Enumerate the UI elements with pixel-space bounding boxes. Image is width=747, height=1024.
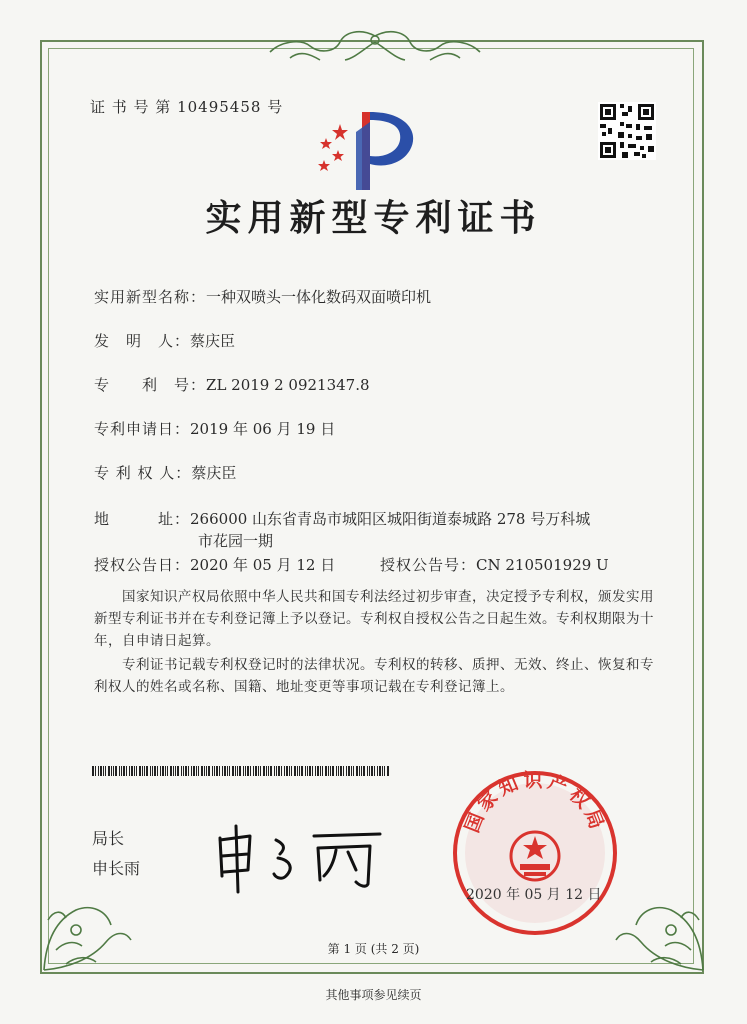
barcode-bar [243, 766, 244, 776]
barcode-bar [343, 766, 344, 776]
barcode-bar [294, 766, 296, 776]
barcode-bar [157, 766, 158, 776]
barcode-bar [307, 766, 308, 776]
patent-number-value: ZL 2019 2 0921347.8 [206, 376, 370, 394]
patentee-value: 蔡庆臣 [191, 464, 237, 482]
barcode-bar [175, 766, 176, 776]
director-title: 局长 [92, 829, 125, 848]
barcode-bar [188, 766, 189, 776]
barcode-bar [266, 766, 267, 776]
barcode-bar [359, 766, 360, 776]
top-ornament [250, 28, 500, 68]
barcode-bar [146, 766, 148, 776]
barcode-bar [328, 766, 329, 776]
barcode-bar [152, 766, 153, 776]
barcode-bar [92, 766, 94, 776]
certificate-number-suffix: 号 [267, 98, 284, 116]
director-signature-icon [210, 818, 390, 898]
barcode-bar [165, 766, 166, 776]
barcode-bar [108, 766, 110, 776]
barcode-bar [361, 766, 362, 776]
address-line2: 市花园一期 [198, 532, 274, 550]
seal-text: 国家知识产权局 [461, 769, 609, 836]
barcode-bar [284, 766, 285, 776]
barcode-bar [216, 766, 218, 776]
grant-number-label: 授权公告号： [380, 556, 477, 574]
barcode-bar [119, 766, 120, 776]
barcode-bar [367, 766, 368, 776]
barcode-bar [113, 766, 114, 776]
certificate-number [90, 96, 283, 117]
barcode-bar [247, 766, 249, 776]
barcode-bar [224, 766, 226, 776]
barcode-bar [320, 766, 321, 776]
barcode-bar [346, 766, 347, 776]
barcode-bar [276, 766, 277, 776]
barcode-bar [260, 766, 261, 776]
barcode-bar [170, 766, 172, 776]
inventor-label: 发 明 人： [94, 332, 191, 350]
barcode-bar [232, 766, 234, 776]
barcode-bar [317, 766, 319, 776]
barcode-bar [301, 766, 303, 776]
barcode-bar [325, 766, 327, 776]
qr-code-icon [598, 102, 656, 160]
barcode-bar [338, 766, 339, 776]
field-patentee [94, 462, 236, 483]
barcode-bar [134, 766, 135, 776]
barcode-bar [255, 766, 257, 776]
barcode-bar [160, 766, 161, 776]
inventor-value: 蔡庆臣 [190, 332, 236, 350]
barcode-bar [363, 766, 365, 776]
barcode-bar [348, 766, 350, 776]
barcode-bar [239, 766, 241, 776]
barcode-bar [227, 766, 228, 776]
barcode-bar [377, 766, 378, 776]
page-number: 第 1 页 (共 2 页) [327, 942, 420, 956]
certificate-number-value: 10495458 [177, 98, 262, 116]
barcode-bar [330, 766, 331, 776]
barcode-bar [103, 766, 104, 776]
barcode-bar [162, 766, 164, 776]
official-seal-icon [450, 768, 620, 938]
barcode-bar [105, 766, 106, 776]
paragraph1-line1: 国家知识产权局依照中华人民共和国专利法经过初步审查，决定授予专利权，颁发实用 [122, 589, 654, 605]
barcode-bar [196, 766, 197, 776]
barcode-bar [382, 766, 383, 776]
barcode-bar [177, 766, 179, 776]
barcode-bar [201, 766, 203, 776]
barcode-bar [289, 766, 290, 776]
barcode-bar [387, 766, 389, 776]
barcode-bar [353, 766, 354, 776]
barcode-bar [340, 766, 342, 776]
barcode-bar [384, 766, 385, 776]
barcode-bar [139, 766, 141, 776]
barcode-bar [193, 766, 195, 776]
barcode-bar [281, 766, 282, 776]
model-name-value: 一种双喷头一体化数码双面喷印机 [206, 288, 432, 306]
barcode-bar [154, 766, 156, 776]
field-address-line2 [198, 530, 273, 551]
barcode-bar [274, 766, 275, 776]
model-name-label: 实用新型名称： [94, 288, 207, 306]
barcode-bar [235, 766, 236, 776]
certificate-number-label: 证 书 号 第 [90, 98, 172, 116]
barcode-bar [219, 766, 220, 776]
filing-date-value: 2019 年 06 月 19 日 [190, 420, 336, 438]
paragraph2-line1: 专利证书记载专利权登记时的法律状况。专利权的转移、质押、无效、终止、恢复和专 [122, 657, 654, 673]
grant-date-value: 2020 年 05 月 12 日 [190, 556, 336, 574]
field-address [94, 508, 590, 529]
grant-date-label: 授权公告日： [94, 556, 191, 574]
field-filing-date [94, 418, 335, 439]
barcode-bar [181, 766, 182, 776]
barcode-bar [98, 766, 99, 776]
barcode-bar [144, 766, 145, 776]
statement-paragraph-2 [94, 654, 664, 698]
field-patent-number [94, 374, 370, 395]
barcode-bar [278, 766, 280, 776]
patent-number-label: 专 利 号： [94, 376, 207, 394]
barcode-bar [351, 766, 352, 776]
field-model-name [94, 286, 431, 307]
field-grant-number [380, 554, 609, 575]
barcode-bar [297, 766, 298, 776]
patentee-label: 专 利 权 人： [94, 464, 192, 482]
barcode-bar [268, 766, 269, 776]
paragraph1-line2: 新型专利证书并在专利登记簿上予以登记。专利权自授权公告之日起生效。专利权期限为十 [94, 611, 654, 627]
barcode-bar [312, 766, 313, 776]
barcode-bar [173, 766, 174, 776]
barcode-bar [291, 766, 292, 776]
barcode-bar [371, 766, 373, 776]
barcode-bar [222, 766, 223, 776]
barcode-bar [126, 766, 127, 776]
statement-paragraph-1 [94, 586, 664, 652]
barcode-bar [299, 766, 300, 776]
corner-ornament-bottom-left [36, 880, 136, 975]
field-inventor [94, 330, 235, 351]
barcode-bar [322, 766, 323, 776]
seal-date: 2020 年 05 月 12 日 [466, 887, 602, 903]
barcode-bar [185, 766, 187, 776]
barcode-bar [191, 766, 192, 776]
barcode-icon [92, 766, 392, 776]
barcode-bar [204, 766, 205, 776]
patent-office-emblem-icon [310, 102, 430, 192]
filing-date-label: 专利申请日： [94, 420, 191, 438]
director-name: 申长雨 [92, 859, 141, 878]
barcode-bar [121, 766, 122, 776]
barcode-bar [129, 766, 130, 776]
barcode-bar [206, 766, 207, 776]
barcode-bar [356, 766, 358, 776]
barcode-bar [263, 766, 265, 776]
barcode-bar [250, 766, 251, 776]
corner-ornament-bottom-right [611, 880, 711, 975]
barcode-bar [332, 766, 334, 776]
barcode-bar [374, 766, 375, 776]
barcode-bar [369, 766, 370, 776]
barcode-bar [150, 766, 151, 776]
barcode-bar [95, 766, 96, 776]
barcode-bar [309, 766, 311, 776]
barcode-bar [229, 766, 230, 776]
barcode-bar [237, 766, 238, 776]
barcode-bar [270, 766, 272, 776]
barcode-bar [167, 766, 168, 776]
barcode-bar [123, 766, 125, 776]
barcode-bar [315, 766, 316, 776]
barcode-bar [111, 766, 112, 776]
barcode-bar [136, 766, 137, 776]
barcode-bar [142, 766, 143, 776]
certificate-title: 实用新型专利证书 [205, 197, 542, 239]
address-label: 地 址： [94, 510, 191, 528]
barcode-bar [305, 766, 306, 776]
paragraph2-line2: 利权人的姓名或名称、国籍、地址变更等事项记载在专利登记簿上。 [94, 679, 514, 695]
grant-number-value: CN 210501929 U [476, 556, 609, 574]
barcode-bar [258, 766, 259, 776]
address-line1: 266000 山东省青岛市城阳区城阳街道泰城路 278 号万科城 [190, 510, 591, 528]
barcode-bar [286, 766, 288, 776]
barcode-bar [212, 766, 213, 776]
barcode-bar [253, 766, 254, 776]
barcode-bar [100, 766, 102, 776]
barcode-bar [183, 766, 184, 776]
barcode-bar [208, 766, 210, 776]
footer-note: 其他事项参见续页 [325, 988, 422, 1002]
barcode-bar [115, 766, 117, 776]
paragraph1-line3: 年，自申请日起算。 [94, 633, 220, 649]
barcode-bar [336, 766, 337, 776]
barcode-bar [214, 766, 215, 776]
barcode-bar [245, 766, 246, 776]
barcode-bar [198, 766, 199, 776]
field-grant-date [94, 554, 335, 575]
barcode-bar [131, 766, 133, 776]
barcode-bar [379, 766, 381, 776]
